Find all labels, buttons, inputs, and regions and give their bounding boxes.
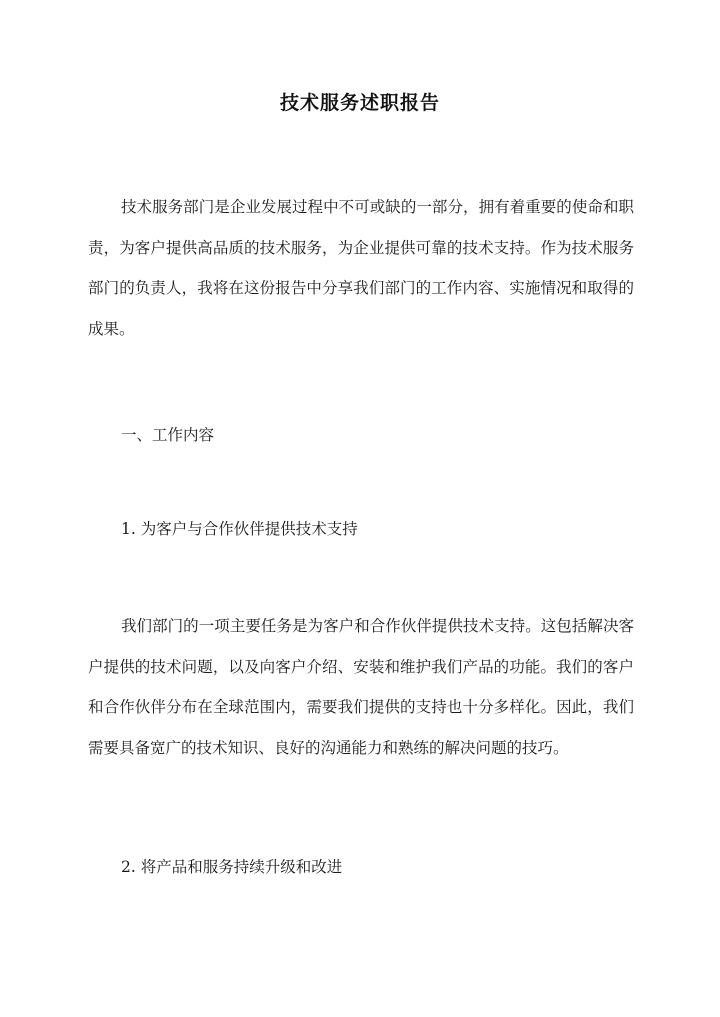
subsection-heading-product-upgrade: 2. 将产品和服务持续升级和改进 — [121, 858, 343, 876]
intro-paragraph: 技术服务部门是企业发展过程中不可或缺的一部分，拥有着重要的使命和职责，为客户提供高品质的技术服务，为企业提供可靠的技术支持。作为技术服务部门的负责人，我将在这份报告中分享我们部门的工作内容、实施情况和取得的成果。 — [88, 198, 634, 338]
technical-support-paragraph: 我们部门的一项主要任务是为客户和合作伙伴提供技术支持。这包括解决客户提供的技术问题，以及向客户介绍、安装和维护我们产品的功能。我们的客户和合作伙伴分布在全球范围内，需要我们提供的支持也十分多样化。因此，我们需要具备宽广的技术知识、良好的沟通能力和熟练的解决问题的技巧。 — [88, 617, 634, 757]
document-title: 技术服务述职报告 — [279, 92, 440, 114]
subsection-heading-technical-support: 1. 为客户与合作伙伴提供技术支持 — [121, 520, 358, 538]
section-heading-work-content: 一、工作内容 — [121, 426, 215, 444]
